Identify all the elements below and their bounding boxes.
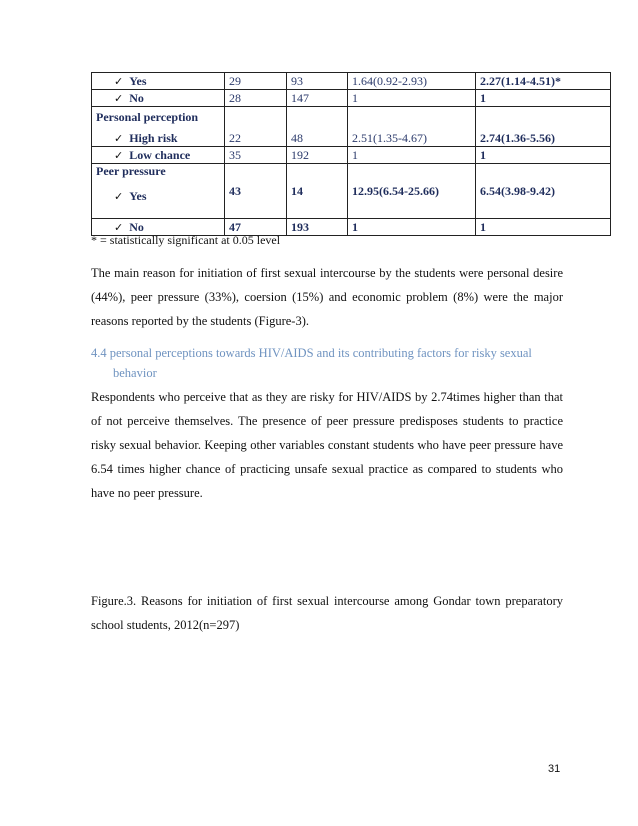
cell-controls: 14 — [287, 164, 348, 219]
cell-cor: 1 — [348, 147, 476, 164]
cell-cor: 2.51(1.35-4.67) — [348, 107, 476, 147]
body-paragraph: The main reason for initiation of first sexual intercourse by the students were personal desire (44%), peer pressure (33%), coersion (15%) and economic problem (8%) were the major reasons reported by the students (Figure-3). — [91, 266, 563, 328]
body-paragraph: Respondents who perceive that as they are risky for HIV/AIDS by 2.74times higher than that of not perceive themselves. The presence of peer pressure predisposes students to practice risky sexual behavior. Keeping other variables constant students who have peer pressure have 6.54 times higher chance of practicing unsafe sexual practice as compared to students who have no peer pressure. — [91, 390, 563, 500]
row-label: ✓ No — [92, 90, 225, 107]
cell-cor: 1.64(0.92-2.93) — [348, 73, 476, 90]
group-label: Peer pressure — [96, 164, 166, 178]
cell-aor: 1 — [476, 147, 611, 164]
row-label: ✓ No — [92, 219, 225, 236]
cell-cases: 29 — [225, 73, 287, 90]
cell-aor: 1 — [476, 90, 611, 107]
cell-cor: 1 — [348, 219, 476, 236]
cell-aor: 6.54(3.98-9.42) — [476, 164, 611, 219]
row-label: ✓ Yes — [92, 73, 225, 90]
cell-cases: 22 — [225, 107, 287, 147]
table-row — [92, 90, 611, 107]
group-cell — [92, 164, 225, 219]
section-heading: 4.4 personal perceptions towards HIV/AIDS and its contributing factors for risky sexual behavior — [91, 346, 532, 380]
checkmark-icon: ✓ — [114, 190, 124, 203]
cell-cases: 43 — [225, 164, 287, 219]
cell-aor: 1 — [476, 219, 611, 236]
row-label: ✓ Low chance — [92, 147, 225, 164]
checkmark-icon: ✓ — [114, 221, 124, 234]
table-row — [92, 107, 611, 147]
cell-cases: 47 — [225, 219, 287, 236]
row-label: ✓ High risk — [114, 131, 178, 145]
cell-controls: 48 — [287, 107, 348, 147]
group-label: Personal perception — [96, 110, 199, 124]
checkmark-icon: ✓ — [114, 75, 124, 88]
table-row — [92, 73, 611, 90]
cell-cor: 1 — [348, 90, 476, 107]
results-table — [91, 72, 611, 236]
cell-cor: 12.95(6.54-25.66) — [348, 164, 476, 219]
cell-controls: 93 — [287, 73, 348, 90]
table-footnote: * = statistically significant at 0.05 level — [91, 233, 281, 247]
group-cell — [92, 107, 225, 147]
cell-controls: 192 — [287, 147, 348, 164]
cell-cases: 28 — [225, 90, 287, 107]
cell-cases: 35 — [225, 147, 287, 164]
checkmark-icon: ✓ — [114, 132, 124, 145]
page-number: 31 — [548, 763, 561, 775]
table-row — [92, 164, 611, 219]
checkmark-icon: ✓ — [114, 92, 124, 105]
cell-aor: 2.27(1.14-4.51)* — [476, 73, 611, 90]
checkmark-icon: ✓ — [114, 149, 124, 162]
cell-controls: 147 — [287, 90, 348, 107]
figure-caption: Figure.3. Reasons for initiation of first sexual intercourse among Gondar town preparatory school students, 2012(n=297) — [91, 594, 563, 632]
cell-controls: 193 — [287, 219, 348, 236]
row-label: ✓ Yes — [114, 189, 147, 203]
table-row — [92, 147, 611, 164]
cell-aor: 2.74(1.36-5.56) — [476, 107, 611, 147]
